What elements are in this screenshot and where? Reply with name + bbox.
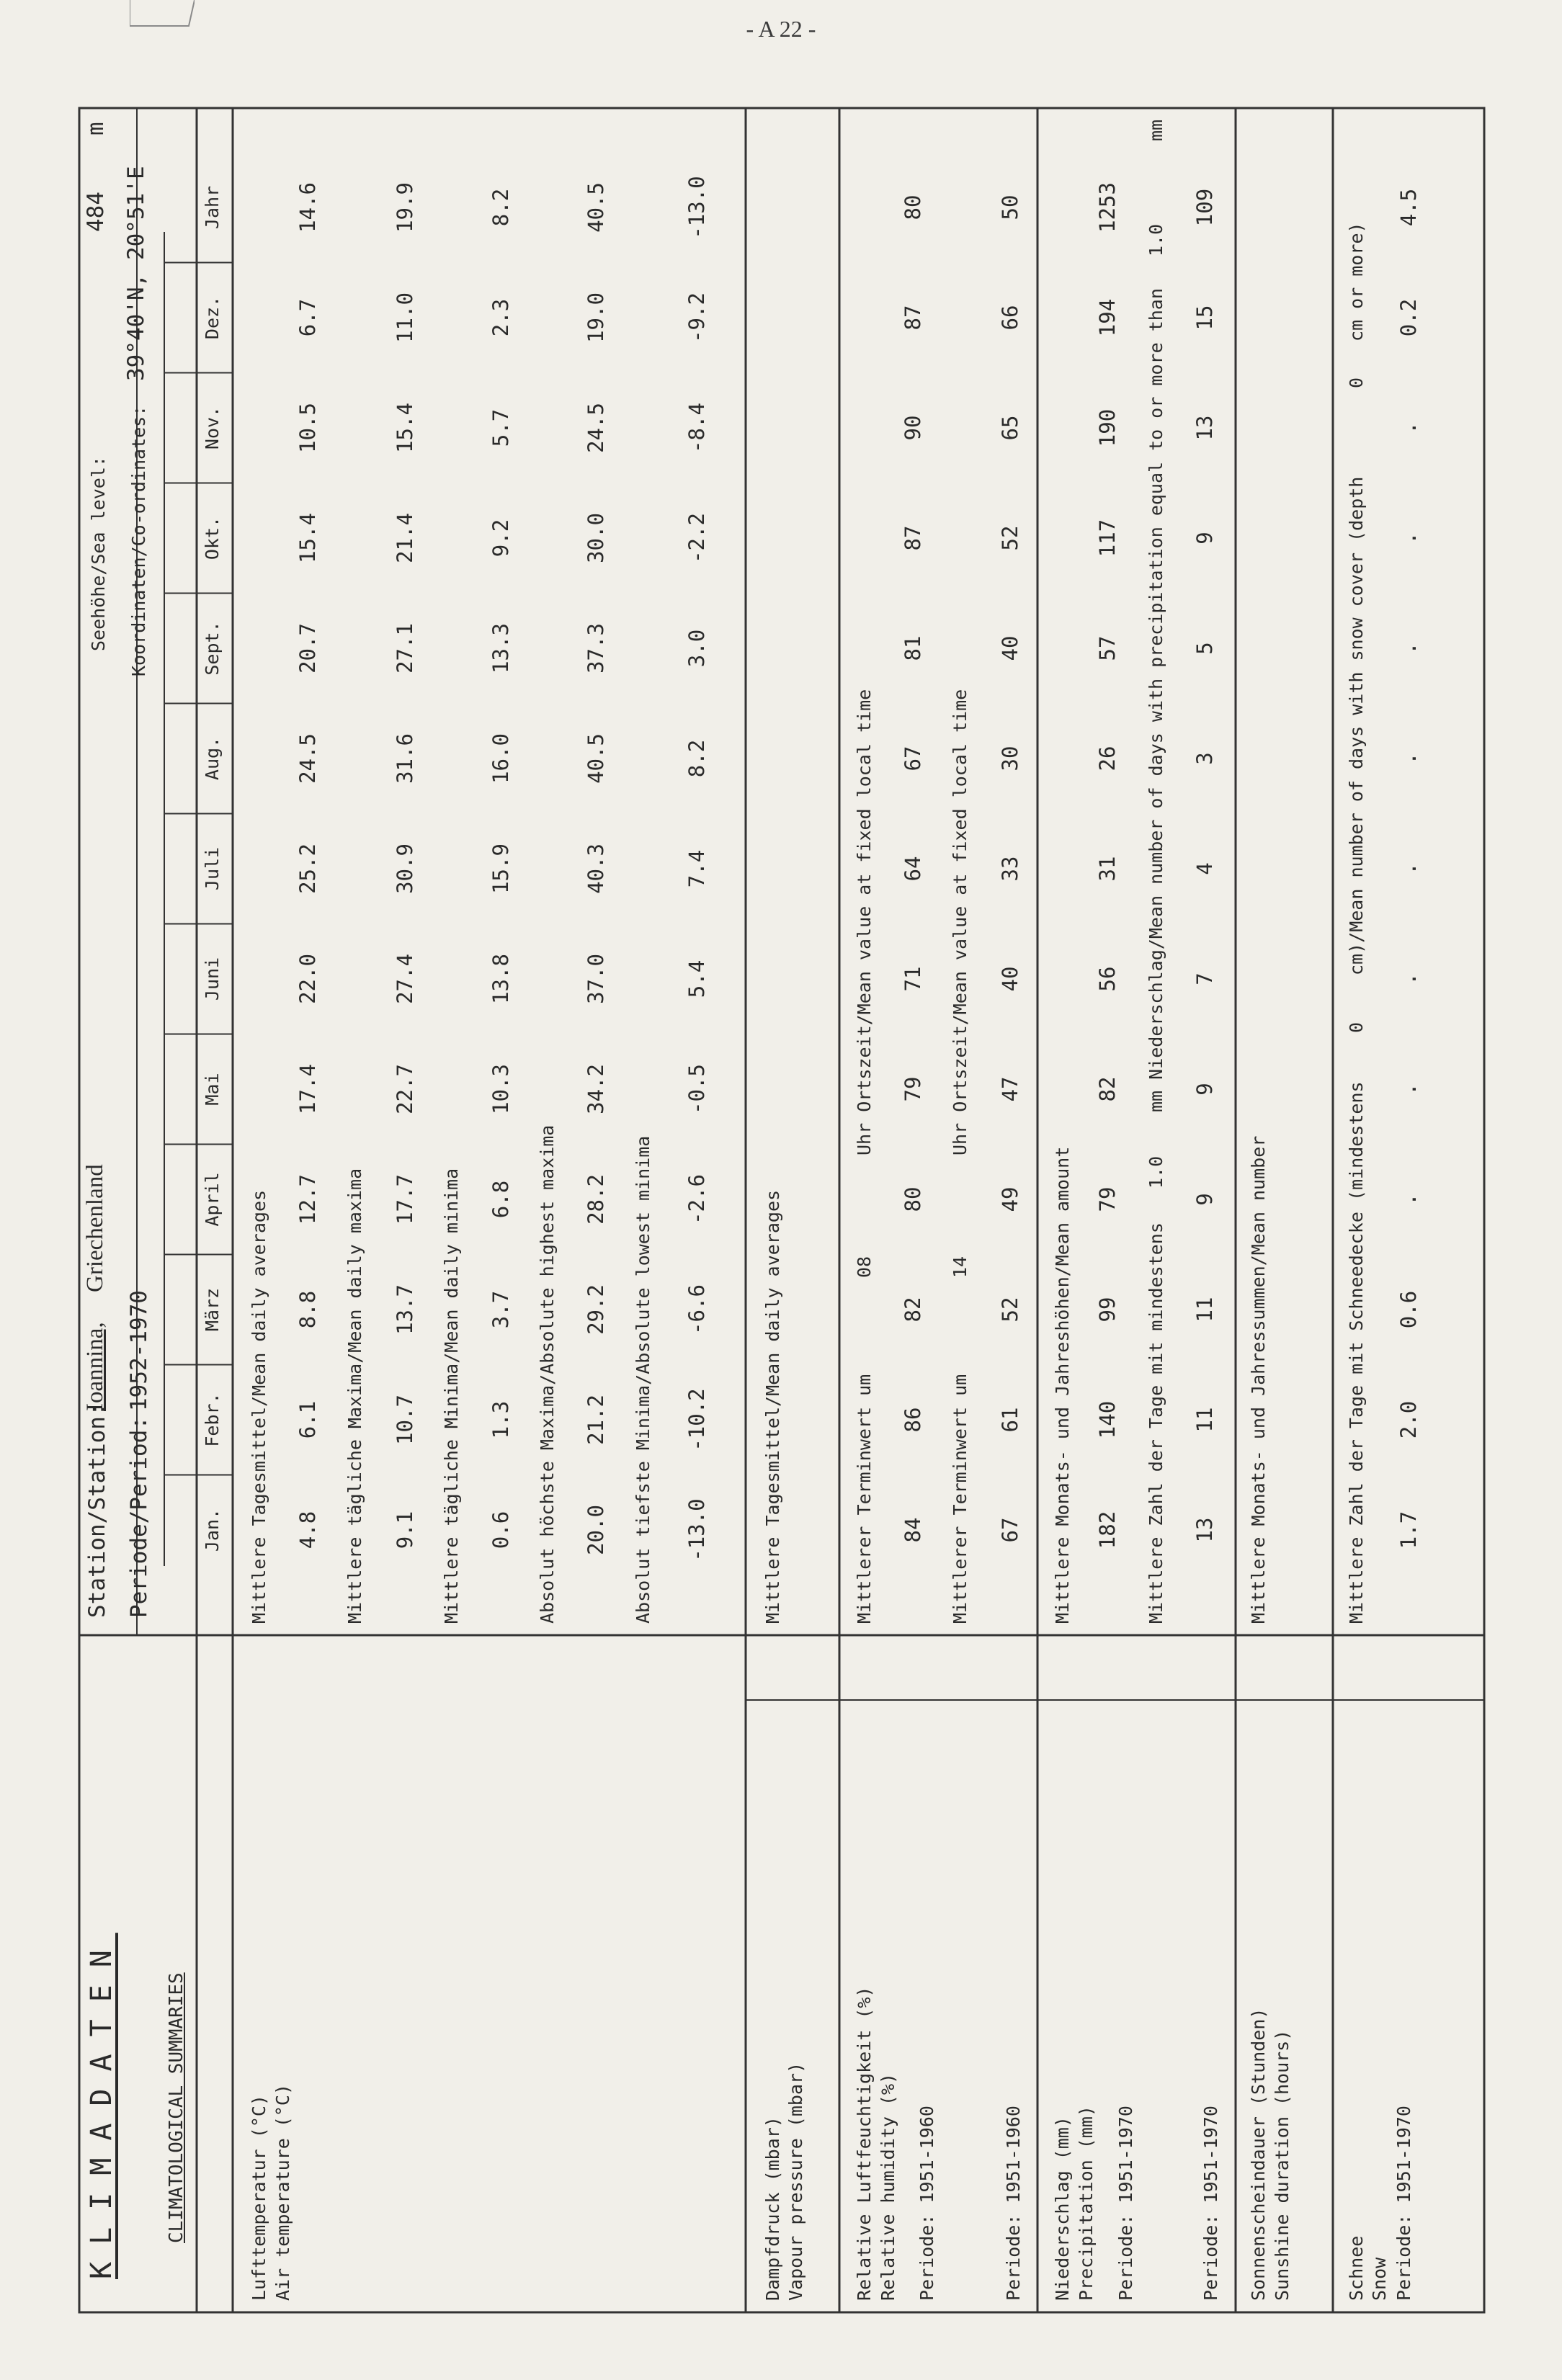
sunshine-label-en: Sunshine duration (hours) xyxy=(1272,2029,1293,2301)
row-title-mean-min: Mittlere tägliche Minima/Mean daily minima xyxy=(441,1168,462,1624)
value-cell-mean-min: 13.8 xyxy=(488,954,513,1004)
snow-period-a: Periode: 1951-1970 xyxy=(1393,2106,1414,2301)
value-cell-hum-08: 79 xyxy=(901,1076,925,1102)
value-cell-mean-min: 2.3 xyxy=(488,298,513,337)
value-cell-mean-daily: 12.7 xyxy=(295,1174,320,1225)
value-cell-snow: 0.2 xyxy=(1396,298,1421,337)
value-cell-hum-14: 52 xyxy=(998,1297,1022,1323)
row-title-snow: Mittlere Zahl der Tage mit Schneedecke (mindestens xyxy=(1346,1081,1367,1624)
precip-label-de: Niederschlag (mm) xyxy=(1052,2116,1073,2301)
value-cell-abs-min: -13.0 xyxy=(684,176,709,239)
month-header: Jahr xyxy=(202,185,223,230)
row-snow-threshold: 0 xyxy=(1346,1021,1367,1033)
precip-label-en: Precipitation (mm) xyxy=(1076,2106,1097,2301)
value-cell-precip-amount: 140 xyxy=(1095,1400,1120,1439)
value-cell-precip-days: 9 xyxy=(1192,1083,1217,1096)
value-cell-snow: 0.6 xyxy=(1396,1290,1421,1329)
value-cell-hum-14: 66 xyxy=(998,305,1022,331)
value-cell-abs-min: 5.4 xyxy=(684,959,709,998)
sea-level-label: Seehöhe/Sea level: xyxy=(88,456,109,651)
month-header: Febr. xyxy=(202,1392,223,1447)
value-cell-snow: . xyxy=(1396,642,1421,655)
value-cell-precip-amount: 26 xyxy=(1095,746,1120,771)
value-cell-abs-min: -9.2 xyxy=(684,292,709,343)
row-snow-title-b: cm)/Mean number of days with snow cover (depth xyxy=(1346,476,1367,975)
value-cell-precip-amount: 194 xyxy=(1095,298,1120,337)
value-cell-mean-max: 31.6 xyxy=(393,733,417,784)
humidity-period-b: Periode: 1951-1960 xyxy=(1003,2106,1024,2301)
value-cell-hum-14: 49 xyxy=(998,1186,1022,1212)
value-cell-mean-daily: 6.7 xyxy=(295,298,320,337)
value-cell-precip-amount: 190 xyxy=(1095,408,1120,447)
value-cell-hum-14: 52 xyxy=(998,525,1022,551)
value-cell-hum-08: 86 xyxy=(901,1407,925,1433)
value-cell-hum-08: 87 xyxy=(901,305,925,331)
value-cell-hum-14: 30 xyxy=(998,746,1022,771)
month-header: Okt. xyxy=(202,516,223,560)
row-title-humidity-08: Mittlerer Terminwert um xyxy=(854,1374,875,1624)
station-name: Ioannina, xyxy=(82,1322,108,1411)
value-cell-mean-max: 27.1 xyxy=(393,623,417,674)
value-cell-mean-daily: 15.4 xyxy=(295,513,320,563)
value-cell-precip-amount: 1253 xyxy=(1095,182,1120,233)
value-cell-mean-min: 1.3 xyxy=(488,1400,513,1439)
value-cell-mean-min: 5.7 xyxy=(488,408,513,447)
value-cell-precip-days: 7 xyxy=(1192,972,1217,985)
value-cell-hum-08: 81 xyxy=(901,635,925,661)
precip-period-a: Periode: 1951-1970 xyxy=(1115,2106,1136,2301)
snow-label-en: Snow xyxy=(1369,2257,1390,2301)
month-header: Nov. xyxy=(202,406,223,450)
row-title-precip-amount: Mittlere Monats- und Jahreshöhen/Mean amount xyxy=(1052,1146,1073,1624)
value-cell-abs-min: -0.5 xyxy=(684,1064,709,1114)
value-cell-hum-08: 71 xyxy=(901,966,925,992)
value-cell-hum-14: 40 xyxy=(998,635,1022,661)
value-cell-snow: 2.0 xyxy=(1396,1400,1421,1439)
value-cell-precip-days: 109 xyxy=(1192,188,1217,227)
value-cell-mean-max: 21.4 xyxy=(393,513,417,563)
humidity-label-en: Relative humidity (%) xyxy=(878,2072,898,2301)
page-number: - A 22 - xyxy=(746,16,816,42)
value-cell-precip-days: 3 xyxy=(1192,752,1217,765)
value-cell-precip-days: 9 xyxy=(1192,1193,1217,1206)
value-cell-mean-max: 9.1 xyxy=(393,1511,417,1549)
row-title-mean-max: Mittlere tägliche Maxima/Mean daily maxima xyxy=(344,1168,365,1624)
value-cell-abs-max: 40.5 xyxy=(584,733,608,784)
vapour-label-en: Vapour pressure (mbar) xyxy=(785,2062,806,2301)
value-cell-snow: . xyxy=(1396,421,1421,434)
value-cell-hum-14: 47 xyxy=(998,1076,1022,1102)
humidity-period-a: Periode: 1951-1960 xyxy=(916,2106,937,2301)
value-cell-mean-daily: 10.5 xyxy=(295,403,320,453)
value-cell-abs-max: 21.2 xyxy=(584,1395,608,1445)
value-cell-mean-min: 15.9 xyxy=(488,844,513,894)
value-cell-mean-min: 0.6 xyxy=(488,1511,513,1549)
row-title-sunshine: Mittlere Monats- und Jahressummen/Mean number xyxy=(1248,1135,1269,1624)
value-cell-snow: . xyxy=(1396,1083,1421,1096)
value-cell-hum-14: 50 xyxy=(998,194,1022,220)
title-klimadaten: KLIMADATEN xyxy=(85,1933,118,2279)
row-precip-days-threshold-right: 1.0 xyxy=(1146,223,1166,256)
value-cell-mean-max: 17.7 xyxy=(393,1174,417,1225)
value-cell-precip-days: 11 xyxy=(1192,1297,1217,1323)
value-cell-mean-min: 16.0 xyxy=(488,733,513,784)
value-cell-hum-08: 82 xyxy=(901,1297,925,1323)
value-cell-hum-08: 87 xyxy=(901,525,925,551)
value-cell-abs-max: 30.0 xyxy=(584,513,608,563)
month-header: Juli xyxy=(202,846,223,891)
row-humidity-14-hour: 14 xyxy=(950,1256,970,1278)
value-cell-hum-14: 61 xyxy=(998,1407,1022,1433)
value-cell-hum-08: 80 xyxy=(901,1186,925,1212)
value-cell-hum-08: 90 xyxy=(901,415,925,441)
value-cell-abs-max: 28.2 xyxy=(584,1174,608,1225)
value-cell-hum-08: 84 xyxy=(901,1517,925,1543)
value-cell-precip-amount: 182 xyxy=(1095,1511,1120,1549)
value-cell-mean-min: 3.7 xyxy=(488,1290,513,1329)
value-cell-mean-max: 22.7 xyxy=(393,1064,417,1114)
value-cell-mean-max: 30.9 xyxy=(393,844,417,894)
value-cell-precip-days: 5 xyxy=(1192,642,1217,655)
station-label: Station/Station: xyxy=(84,1402,110,1618)
value-cell-mean-min: 9.2 xyxy=(488,519,513,558)
period-value: 1952-1970 xyxy=(126,1290,152,1411)
value-cell-mean-daily: 8.8 xyxy=(295,1290,320,1329)
value-cell-snow: . xyxy=(1396,862,1421,875)
value-cell-mean-min: 13.3 xyxy=(488,623,513,674)
value-cell-hum-08: 80 xyxy=(901,194,925,220)
value-cell-mean-min: 6.8 xyxy=(488,1180,513,1219)
value-cell-abs-max: 24.5 xyxy=(584,403,608,453)
row-title-abs-max: Absolut höchste Maxima/Absolute highest maxima xyxy=(537,1124,558,1624)
coordinates-label: Koordinaten/Co-ordinates: xyxy=(128,405,149,676)
value-cell-mean-max: 10.7 xyxy=(393,1395,417,1445)
value-cell-hum-14: 67 xyxy=(998,1517,1022,1543)
value-cell-precip-days: 13 xyxy=(1192,415,1217,441)
value-cell-precip-days: 13 xyxy=(1192,1517,1217,1543)
value-cell-precip-amount: 31 xyxy=(1095,856,1120,882)
value-cell-mean-max: 11.0 xyxy=(393,292,417,343)
value-cell-abs-min: -2.6 xyxy=(684,1174,709,1225)
value-cell-abs-min: -6.6 xyxy=(684,1284,709,1335)
row-snow-threshold-right: 0 xyxy=(1346,377,1367,388)
month-header: Jan. xyxy=(202,1508,223,1552)
sea-level-value: 484 xyxy=(83,192,109,232)
value-cell-mean-daily: 25.2 xyxy=(295,844,320,894)
value-cell-snow: . xyxy=(1396,532,1421,545)
row-title-precip-days: Mittlere Zahl der Tage mit mindestens xyxy=(1146,1222,1166,1624)
value-cell-snow: 1.7 xyxy=(1396,1511,1421,1549)
month-header: Juni xyxy=(202,957,223,1001)
value-cell-mean-daily: 20.7 xyxy=(295,623,320,674)
value-cell-precip-days: 15 xyxy=(1192,305,1217,331)
value-cell-mean-daily: 24.5 xyxy=(295,733,320,784)
value-cell-precip-amount: 57 xyxy=(1095,635,1120,661)
value-cell-mean-daily: 14.6 xyxy=(295,182,320,233)
row-title-humidity-14: Mittlerer Terminwert um xyxy=(950,1374,970,1624)
value-cell-precip-amount: 79 xyxy=(1095,1186,1120,1212)
subtitle-climatological-summaries: CLIMATOLOGICAL SUMMARIES xyxy=(166,1972,187,2243)
row-snow-title-c: cm or more) xyxy=(1346,222,1367,341)
value-cell-mean-daily: 6.1 xyxy=(295,1400,320,1439)
row-title-mean-daily: Mittlere Tagesmittel/Mean daily averages xyxy=(249,1189,269,1624)
month-header: April xyxy=(202,1172,223,1227)
precip-period-b: Periode: 1951-1970 xyxy=(1200,2106,1221,2301)
row-title-abs-min: Absolut tiefste Minima/Absolute lowest minima xyxy=(633,1135,653,1624)
vapour-label-de: Dampfdruck (mbar) xyxy=(762,2116,783,2301)
value-cell-snow: . xyxy=(1396,752,1421,765)
value-cell-precip-amount: 99 xyxy=(1095,1297,1120,1323)
sunshine-label-de: Sonnenscheindauer (Stunden) xyxy=(1248,2008,1269,2301)
month-header: Aug. xyxy=(202,736,223,781)
value-cell-abs-max: 37.0 xyxy=(584,954,608,1004)
month-header: Sept. xyxy=(202,621,223,676)
value-cell-mean-max: 19.9 xyxy=(393,182,417,233)
value-cell-abs-min: 3.0 xyxy=(684,629,709,668)
value-cell-precip-amount: 117 xyxy=(1095,519,1120,558)
row-precip-days-title-b: mm Niederschlag/Mean number of days with precipitation equal to or more than xyxy=(1146,288,1166,1112)
value-cell-abs-max: 19.0 xyxy=(584,292,608,343)
row-title-vapour: Mittlere Tagesmittel/Mean daily averages xyxy=(762,1189,783,1624)
value-cell-mean-daily: 4.8 xyxy=(295,1511,320,1549)
value-cell-mean-daily: 17.4 xyxy=(295,1064,320,1114)
row-humidity-14-title-b: Uhr Ortszeit/Mean value at fixed local time xyxy=(950,689,970,1155)
value-cell-abs-max: 20.0 xyxy=(584,1505,608,1555)
humidity-label-de: Relative Luftfeuchtigkeit (%) xyxy=(854,1986,875,2301)
value-cell-abs-max: 34.2 xyxy=(584,1064,608,1114)
value-cell-hum-14: 33 xyxy=(998,856,1022,882)
value-cell-precip-amount: 82 xyxy=(1095,1076,1120,1102)
value-cell-abs-min: 8.2 xyxy=(684,739,709,778)
value-cell-hum-14: 65 xyxy=(998,415,1022,441)
row-precip-days-unit-right: mm xyxy=(1146,119,1166,141)
value-cell-abs-min: -2.2 xyxy=(684,513,709,563)
row-humidity-08-title-b: Uhr Ortszeit/Mean value at fixed local time xyxy=(854,689,875,1155)
value-cell-abs-min: -10.2 xyxy=(684,1388,709,1451)
value-cell-hum-08: 64 xyxy=(901,856,925,882)
value-cell-mean-max: 13.7 xyxy=(393,1284,417,1335)
period-label: Periode/Period: xyxy=(126,1416,152,1618)
value-cell-mean-max: 15.4 xyxy=(393,403,417,453)
value-cell-hum-14: 40 xyxy=(998,966,1022,992)
value-cell-precip-amount: 56 xyxy=(1095,966,1120,992)
snow-label-de: Schnee xyxy=(1346,2235,1367,2301)
value-cell-abs-max: 37.3 xyxy=(584,623,608,674)
value-cell-precip-days: 11 xyxy=(1192,1407,1217,1433)
month-header: Dez. xyxy=(202,295,223,340)
value-cell-mean-daily: 22.0 xyxy=(295,954,320,1004)
value-cell-abs-max: 40.5 xyxy=(584,182,608,233)
air-temp-label-de: Lufttemperatur (°C) xyxy=(249,2095,269,2301)
row-precip-days-threshold: 1.0 xyxy=(1146,1155,1166,1189)
value-cell-abs-min: -8.4 xyxy=(684,403,709,453)
value-cell-mean-min: 8.2 xyxy=(488,188,513,227)
month-header: März xyxy=(202,1287,223,1332)
value-cell-precip-days: 9 xyxy=(1192,532,1217,545)
value-cell-abs-max: 29.2 xyxy=(584,1284,608,1335)
row-humidity-08-hour: 08 xyxy=(854,1256,875,1278)
air-temp-label-en: Air temperature (°C) xyxy=(272,2083,293,2301)
value-cell-abs-min: 7.4 xyxy=(684,849,709,888)
sea-level-unit: m xyxy=(83,122,109,135)
month-header: Mai xyxy=(202,1073,223,1106)
value-cell-hum-08: 67 xyxy=(901,746,925,771)
station-country: Griechenland xyxy=(82,1164,108,1292)
value-cell-precip-days: 4 xyxy=(1192,862,1217,875)
value-cell-abs-max: 40.3 xyxy=(584,844,608,894)
value-cell-abs-min: -13.0 xyxy=(684,1498,709,1562)
value-cell-snow: . xyxy=(1396,1193,1421,1206)
coordinates-value: 39°40'N, 20°51'E xyxy=(123,166,149,381)
value-cell-mean-max: 27.4 xyxy=(393,954,417,1004)
value-cell-snow: 4.5 xyxy=(1396,188,1421,227)
value-cell-snow: . xyxy=(1396,972,1421,985)
value-cell-mean-min: 10.3 xyxy=(488,1064,513,1114)
